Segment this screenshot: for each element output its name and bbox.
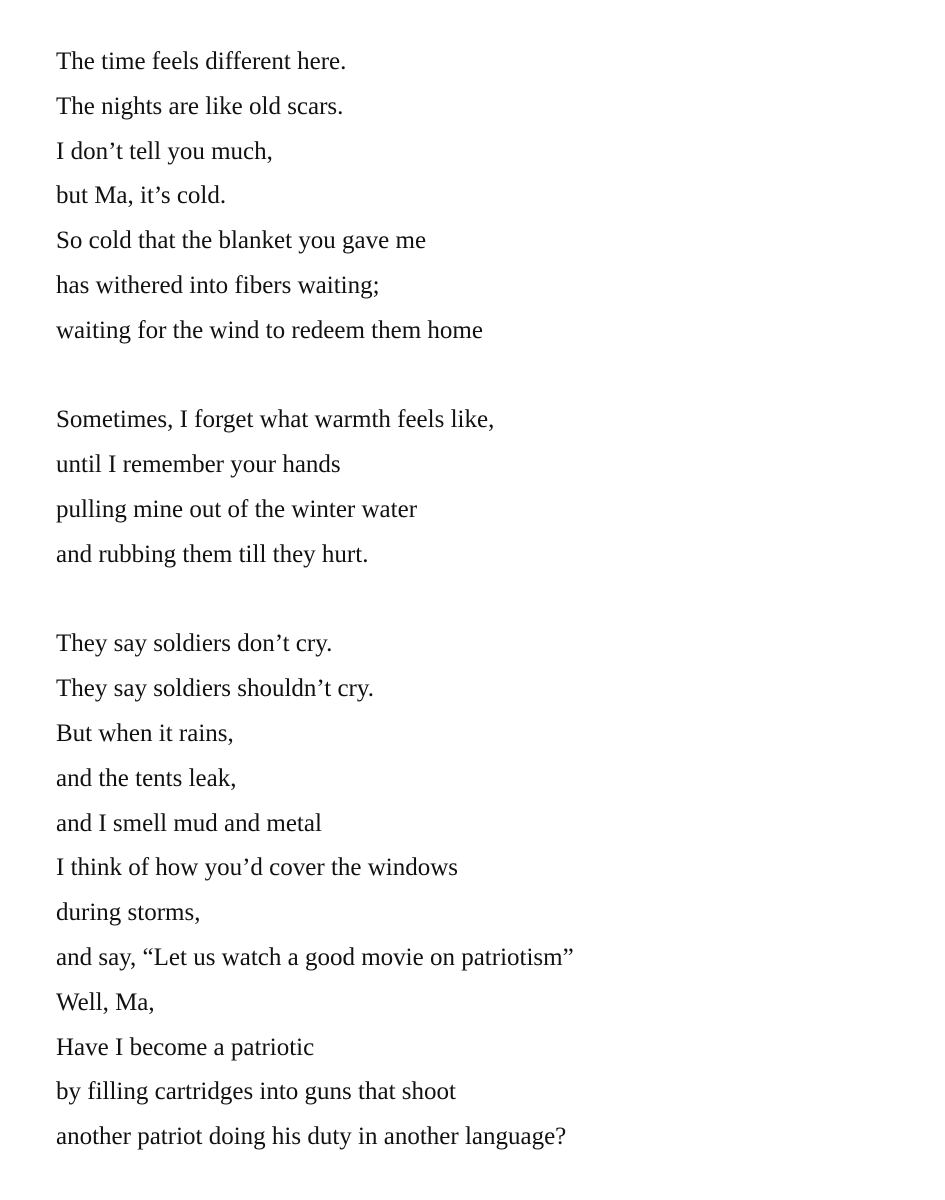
stanza-break [56,354,916,399]
poem-line: and the tents leak, [56,764,237,792]
poem-line: So cold that the blanket you gave me [56,227,427,255]
poem-line: The time feels different here. [56,48,347,75]
poem-line: I think of how you’d cover the windows [56,854,459,882]
poem-line: waiting for the wind to redeem them home [56,316,483,344]
stanza-break [56,578,916,623]
poem-line: Sometimes, I forget what warmth feels like, [56,406,495,434]
poem-line: They say soldiers don’t cry. [56,630,333,658]
poem-line: Well, Ma, [56,988,155,1016]
poem-line: but Ma, it’s cold. [56,182,227,210]
poem-body [56,40,916,1160]
stanza-1 [56,40,916,354]
poem-line: pulling mine out of the winter water [56,495,418,523]
poem-line: Have I become a patriotic [56,1033,315,1061]
stanza-2 [56,398,916,577]
stanza-3 [56,622,916,1160]
poem-line: has withered into fibers waiting; [56,271,380,299]
poem-line: But when it rains, [56,719,234,747]
poem-line: They say soldiers shouldn’t cry. [56,675,375,703]
poem-line: I don’t tell you much, [56,137,273,165]
poem-line: and rubbing them till they hurt. [56,540,369,568]
poem-line: The nights are like old scars. [56,92,344,120]
poem-line: another patriot doing his duty in another language? [56,1123,567,1151]
poem-line: and I smell mud and metal [56,809,322,837]
poem-line: until I remember your hands [56,451,341,479]
poem-line: during storms, [56,899,201,927]
poem-line: by filling cartridges into guns that shoot [56,1078,456,1106]
poem-line: and say, “Let us watch a good movie on patriotism” [56,943,574,971]
